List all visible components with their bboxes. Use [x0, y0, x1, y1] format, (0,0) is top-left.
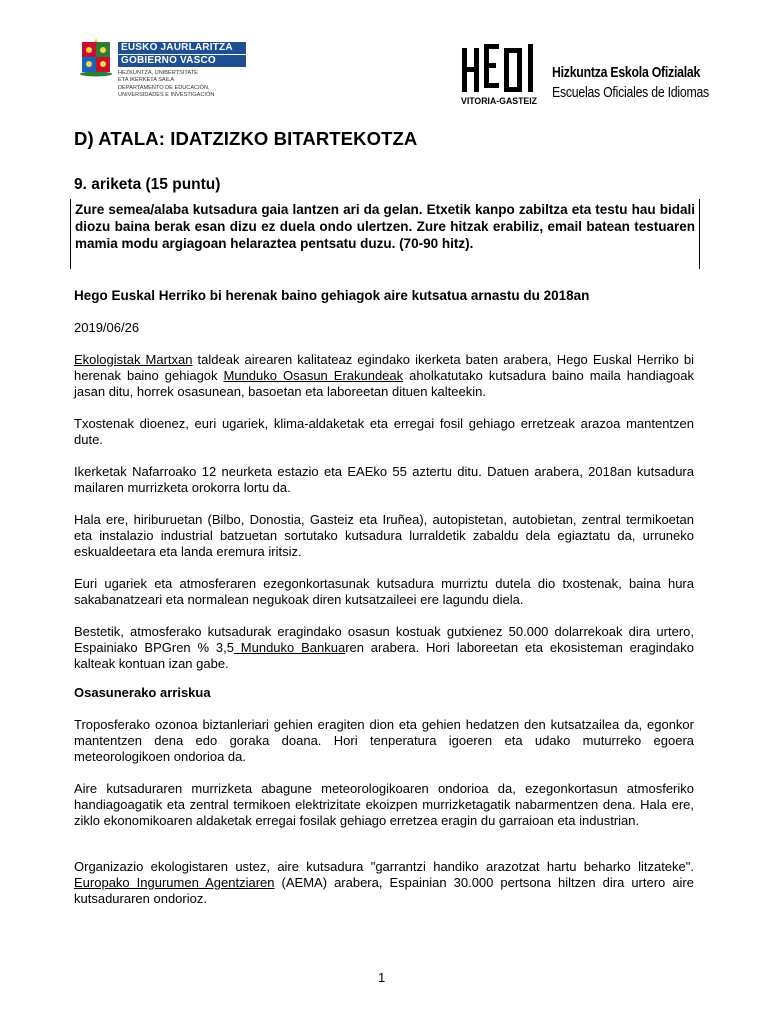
- link-munduko-osasun-erakundea[interactable]: Munduko Osasun Erakundeak: [223, 368, 404, 383]
- paragraph-1-text-a: taldeak airearen kalitateaz egindako ikerketa baten arabera, Hego Euskal Herriko bi herenak baino gehiagok: [74, 352, 694, 383]
- gv-name-basque: EUSKO JAURLARITZA: [118, 42, 246, 54]
- paragraph-6-text-b: ren arabera. Hori laboreetan eta ekosisteman eragindako kalteak kontuan izan gabe.: [74, 640, 694, 671]
- heo-city-label: VITORIA-GASTEIZ: [461, 96, 538, 106]
- article-paragraph-9: [74, 859, 694, 907]
- department-spanish: [118, 85, 298, 98]
- article-paragraph-5: Euri ugariek eta atmosferaren ezegonkortasunak kutsadura murriztu dutela dio txostenak, baina hura sakabanatzeari eta normalean negukoak diren kutsatzaileei ere lagundu diela.: [74, 576, 694, 607]
- gobierno-vasco-logo: [74, 36, 254, 108]
- paragraph-1-text-b: aholkatutako kutsadura baino maila handiagoak jasan ditu, horrek osasunean, basoetan eta laboreetan dituen kalteekin.: [74, 368, 694, 399]
- subheading-health-risk: Osasunerako arriskua: [74, 685, 211, 700]
- article-paragraph-3: Ikerketak Nafarroako 12 neurketa estazio eta EAEko 55 aztertu ditu. Datuen arabera, 2018an kutsadura mailaren murrizketa orokorra lortu da.: [74, 464, 694, 495]
- department-spanish-line2: UNIVERSIDADES E INVESTIGACIÓN: [118, 91, 215, 98]
- department-basque-line2: ETA IKERKETA SAILA: [118, 76, 175, 83]
- page-number: 1: [378, 970, 386, 985]
- paragraph-9-text-a: Organizazio ekologistaren ustez, aire kutsadura "garrantzi handiko arazotzat hartu beharko litzateke".: [74, 859, 694, 874]
- article-paragraph-8: Aire kutsaduraren murrizketa abagune meteorologikoaren ondorioa da, ezegonkortasun atmosferiko handiagoagatik eta zentral termikoen elektrizitate ekoizpen murrizketagatik nabarmentzen dena. Hala ere, ziklo ekonomikoaren aldaketak erregai fosilak gehiago erretzea eragin du garraioan eta industrian.: [74, 781, 694, 828]
- link-munduko-bankua[interactable]: Munduko Bankua: [233, 640, 346, 655]
- paragraph-9-text-b: (AEMA) arabera, Espainian 30.000 pertsona hiltzen dira urtero aire kutsaduraren ondorioz.: [74, 875, 694, 906]
- page-header: [74, 36, 709, 108]
- article-title: Hego Euskal Herriko bi herenak baino gehiagok aire kutsatua arnastu du 2018an: [74, 288, 590, 303]
- gv-name-spanish: GOBIERNO VASCO: [118, 55, 246, 67]
- section-title: D) ATALA: IDATZIZKO BITARTEKOTZA: [74, 128, 418, 149]
- department-basque-line1: HEZKUNTZA, UNIBERTSITATE: [118, 70, 198, 76]
- heo-logo-icon: [460, 42, 538, 106]
- exercise-title: 9. ariketa (15 puntu): [74, 176, 221, 193]
- article-paragraph-1: [74, 352, 694, 400]
- link-europako-ingurumen-agentzia[interactable]: Europako Ingurumen Agentziaren: [74, 875, 275, 890]
- task-instructions-box: [70, 199, 700, 269]
- basque-coat-of-arms-icon: [76, 38, 116, 78]
- article-date: 2019/06/26: [74, 320, 140, 335]
- article-paragraph-4: Hala ere, hiriburuetan (Bilbo, Donostia, Gasteiz eta Iruñea), autopistetan, autobietan, zentral termikoetan eta instalazio industrial batzuetan sortutako kutsadura lurraldetik zabaldu dela egiaztatu da, urruneko eskualdeetara eta landa eremura iritsiz.: [74, 512, 694, 559]
- department-spanish-line1: DEPARTAMENTO DE EDUCACIÓN,: [118, 85, 210, 91]
- article-paragraph-6: [74, 624, 694, 672]
- task-instructions: Zure semea/alaba kutsadura gaia lantzen ari da gelan. Etxetik kanpo zabiltza eta testu hau bidali diozu baina berak esan dizu ez duela ondo ulertzen. Zure hitzak erabiliz, email batean testuaren mamia modu argiagoan helaraztea pentsatu duzu. (70-90 hitz).: [75, 202, 695, 251]
- heo-subtitle: Escuelas Oficiales de Idiomas: [552, 84, 709, 101]
- department-basque: [118, 70, 298, 83]
- paragraph-6-text-a: Bestetik, atmosferako kutsadurak eragindako osasun kostuak gutxienez 50.000 dolarrekoak dira urtero, Espainiako BPGren % 3,5: [74, 624, 694, 655]
- article-paragraph-7: Troposferako ozonoa biztanleriari gehien eragiten dion eta gehien hedatzen den kutsatzailea da, egonkor mantentzen dena edo goraka doana. Hori tenperatura igoeren eta udako muturreko egoera meteorologikoen ondorioa da.: [74, 717, 694, 764]
- article-paragraph-2: Txostenak dioenez, euri ugariek, klima-aldaketak eta erregai fosil gehiago erretzeak arazoa mantentzen dute.: [74, 416, 694, 447]
- link-ekologistak-martxan[interactable]: Ekologistak Martxan: [74, 352, 193, 367]
- heo-title: Hizkuntza Eskola Ofizialak: [552, 64, 701, 81]
